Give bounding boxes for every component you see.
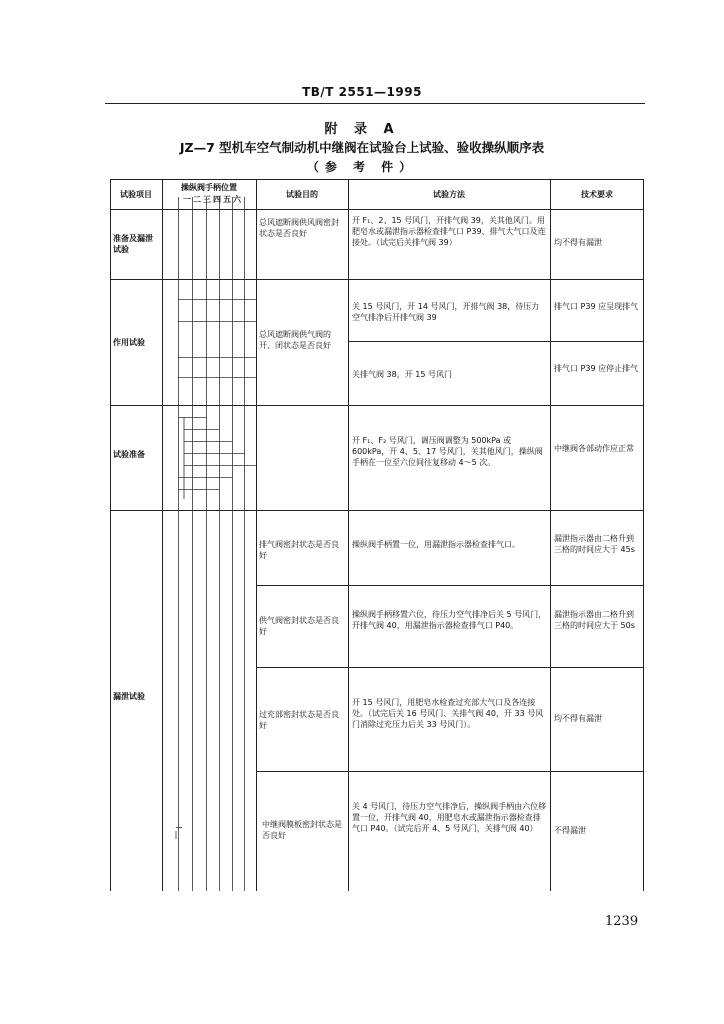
item-leak-test: 漏泄试验 <box>113 692 145 701</box>
row-7-purpose: 过充部密封状态是否良好 <box>259 710 339 730</box>
row-5-requirement: 漏泄指示器由二格升到三格的时间应大于 45s <box>554 534 635 554</box>
row-2-method: 关 15 号风门，开 14 号风门，开排气阀 38，待压力空气排净后开排气阀 39 <box>352 302 540 322</box>
row-2-purpose: 总风遮断阀供气阀的开、闭状态是否良好 <box>259 330 331 350</box>
header-rule <box>105 103 645 104</box>
col-header-purpose: 试验目的 <box>286 190 318 199</box>
col-header-method: 试验方法 <box>433 190 465 199</box>
item-test-prep: 试验准备 <box>113 450 145 459</box>
row-6-purpose: 供气阀密封状态是否良好 <box>259 616 339 636</box>
row-3-method: 关排气阀 38，开 15 号风门 <box>352 370 452 379</box>
standard-number-header: TB/T 2551—1995 <box>302 85 422 99</box>
appendix-note: （参 考 件） <box>306 160 418 174</box>
row-7-requirement: 均不得有漏泄 <box>554 714 602 723</box>
appendix-title: JZ—7 型机车空气制动机中继阀在试验台上试验、验收操纵顺序表 <box>179 140 545 155</box>
item-prep-leak: 准备及漏泄试验 <box>113 234 153 254</box>
row-6-requirement: 漏泄指示器由二格升到三格的时间应大于 50s <box>554 610 635 630</box>
procedure-table <box>110 179 644 891</box>
row-3-requirement: 排气口 P39 应停止排气 <box>554 364 639 373</box>
row-1-requirement: 均不得有漏泄 <box>554 238 602 247</box>
col-header-item: 试验项目 <box>120 190 152 199</box>
col-header-handle: 操纵阀手柄位置 <box>181 183 237 192</box>
row-1-method: 开 F₁、2、15 号风门，开排气阀 39，关其他风门。用肥皂水或漏泄指示器检查排气口 P39、排气大气口及连接处。（试完后关排气阀 39） <box>352 216 546 247</box>
row-7-method: 开 15 号风门，用肥皂水检查过充部大气口及各连接处。（试完后关 16 号风门、关排气阀 40，开 33 号风门消除过充压力后关 33 号风门）。 <box>352 698 544 729</box>
row-5-method: 操纵阀手柄置一位，用漏泄指示器检查排气口。 <box>352 540 520 549</box>
row-1-purpose: 总风遮断阀供风阀密封状态是否良好 <box>259 218 339 238</box>
row-4-requirement: 中继阀各部动作应正常 <box>554 444 634 453</box>
page-number: 1239 <box>605 914 639 929</box>
col-header-requirement: 技术要求 <box>581 190 613 199</box>
row-6-method: 操纵阀手柄移置六位，待压力空气排净后关 5 号风门，开排气阀 40，用漏泄指示器检查排气口 P40。 <box>352 610 547 630</box>
row-8-requirement: 不得漏泄 <box>554 826 586 835</box>
row-5-purpose: 排气阀密封状态是否良好 <box>259 540 339 560</box>
row-4-method: 开 F₁、F₂ 号风门，调压阀调整为 500kPa 或 600kPa，开 4、5、17 号风门，关其他风门，操纵阀手柄在一位至六位间往复移动 4～5 次。 <box>352 436 543 467</box>
row-8-method: 关 4 号风门，待压力空气排净后，操纵阀手柄由六位移置一位，开排气阀 40，用肥皂水或漏泄指示器检查排气口 P40。（试完后开 4、5 号风门，关排气阀 40） <box>352 802 547 833</box>
row-2-requirement: 排气口 P39 应呈现排气 <box>554 302 639 311</box>
col-header-positions: 一二三四五六 <box>183 195 243 204</box>
row-8-purpose: 中继阀膜板密封状态是否良好 <box>262 820 342 840</box>
item-action-test: 作用试验 <box>113 338 145 347</box>
appendix-label: 附 录 A <box>324 122 400 137</box>
